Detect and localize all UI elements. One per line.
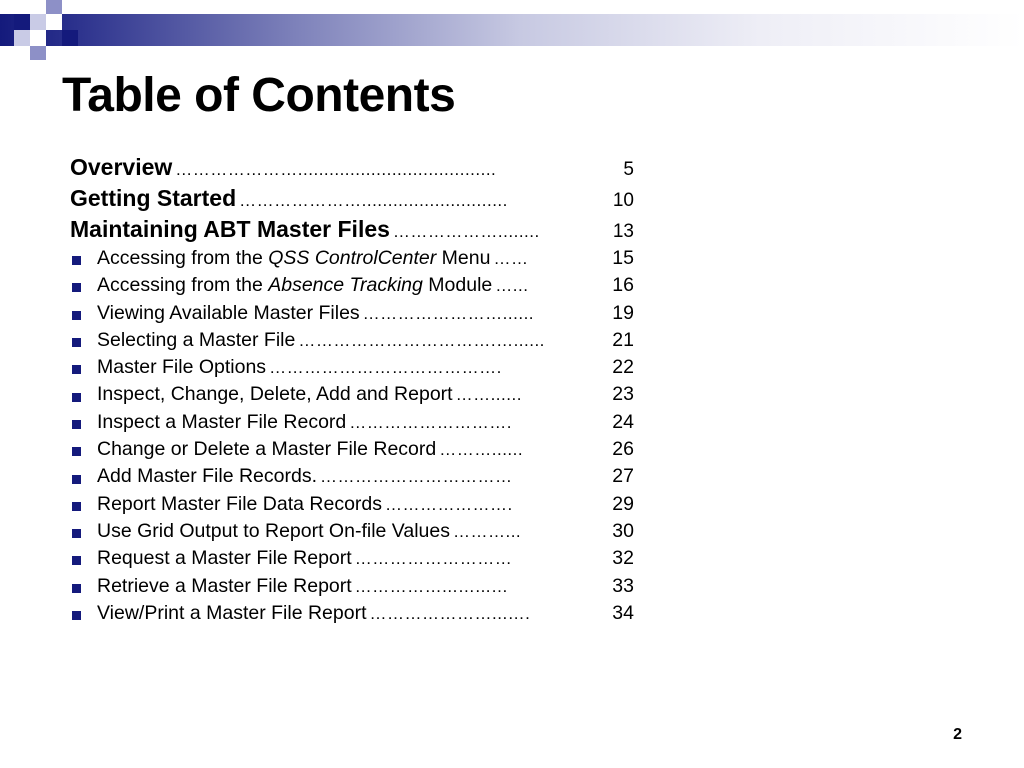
toc-entry-label: Report Master File Data Records (97, 492, 383, 515)
toc-page-number: 10 (612, 190, 634, 211)
page-title: Table of Contents (62, 69, 456, 122)
dot-leader: ………... (452, 521, 522, 541)
square-bullet-icon (72, 556, 81, 565)
dot-leader: …... (495, 276, 529, 296)
square-bullet-icon (72, 338, 81, 347)
toc-entry-label: Inspect, Change, Delete, Add and Report (97, 383, 453, 406)
square-bullet-icon (72, 447, 81, 456)
toc-entry-label: Retrieve a Master File Report (97, 574, 352, 597)
square-bullet-icon (72, 584, 81, 593)
dot-leader: ……………………...... (362, 303, 535, 323)
toc-item (70, 274, 634, 301)
dot-leader: ……...... (455, 385, 522, 405)
dot-leader: …… (493, 249, 529, 268)
toc-page-number: 22 (612, 356, 634, 379)
square-bullet-icon (72, 365, 81, 374)
toc-item (70, 465, 634, 492)
toc-item (70, 383, 634, 410)
dot-leader: …………………………… (320, 467, 513, 487)
dot-leader: ………………………. (349, 412, 512, 432)
toc-page-number: 19 (612, 301, 634, 324)
dot-leader: …………………...................................... (175, 160, 497, 179)
toc-page-number: 23 (612, 383, 634, 406)
toc-page-number: 32 (612, 547, 634, 570)
toc-page-number: 27 (612, 465, 634, 488)
toc-page-number: 29 (612, 492, 634, 515)
toc-page-number: 5 (623, 159, 634, 180)
toc-page-number: 16 (612, 274, 634, 297)
toc-item (70, 329, 634, 356)
dot-leader: …………………………………. (269, 358, 502, 378)
toc-page-number: 26 (612, 438, 634, 461)
toc-entry-label: Getting Started (70, 185, 237, 211)
toc-entry-label: Maintaining ABT Master Files (70, 216, 390, 242)
toc-item (70, 493, 634, 520)
toc-page-number: 13 (612, 221, 634, 242)
toc-entry-label: Use Grid Output to Report On-file Values (97, 519, 450, 542)
toc-page-number: 30 (612, 519, 634, 542)
table-of-contents (70, 154, 634, 629)
toc-item (70, 247, 634, 274)
square-bullet-icon (72, 420, 81, 429)
square-bullet-icon (72, 611, 81, 620)
toc-page-number: 24 (612, 410, 634, 433)
toc-entry-label: Accessing from the Absence Tracking Module (97, 274, 493, 297)
toc-item (70, 356, 634, 383)
toc-item (70, 520, 634, 547)
square-bullet-icon (72, 256, 81, 265)
dot-leader: …………………. (385, 494, 513, 514)
toc-page-number: 15 (612, 247, 634, 269)
toc-item (70, 547, 634, 574)
toc-entry-label: Viewing Available Master Files (97, 301, 360, 324)
toc-item (70, 438, 634, 465)
toc-item (70, 575, 634, 602)
toc-entry-label: Inspect a Master File Record (97, 410, 347, 433)
dot-leader: ………………........ (392, 222, 540, 241)
toc-item (70, 602, 634, 629)
square-bullet-icon (72, 502, 81, 511)
toc-entry-label: Request a Master File Report (97, 547, 352, 570)
dot-leader: ……………………… (354, 549, 513, 569)
toc-entry-label: Master File Options (97, 356, 267, 379)
toc-entry-label: View/Print a Master File Report (97, 601, 367, 624)
toc-entry-label: Add Master File Records. (97, 465, 317, 488)
dot-leader: …………………………….…...... (298, 330, 545, 350)
square-bullet-icon (72, 283, 81, 292)
header-gradient-band (0, 14, 1024, 46)
toc-section (70, 154, 634, 185)
slide-number: 2 (953, 726, 962, 743)
toc-entry-label: Selecting a Master File (97, 328, 296, 351)
toc-page-number: 33 (612, 574, 634, 597)
toc-entry-label: Overview (70, 154, 173, 180)
square-bullet-icon (72, 393, 81, 402)
toc-entry-label: Change or Delete a Master File Record (97, 438, 437, 461)
square-bullet-icon (72, 475, 81, 484)
dot-leader: ……………...…...… (354, 576, 509, 596)
toc-item (70, 302, 634, 329)
square-bullet-icon (72, 529, 81, 538)
toc-section (70, 185, 634, 216)
toc-entry-label: Accessing from the QSS ControlCenter Menu (97, 247, 491, 269)
dot-leader: …………………...…. (369, 603, 531, 623)
dot-leader: …………………............................ (239, 191, 508, 210)
dot-leader: ………...... (439, 440, 524, 460)
toc-page-number: 21 (612, 328, 634, 351)
toc-section (70, 216, 634, 247)
toc-page-number: 34 (612, 601, 634, 624)
square-bullet-icon (72, 311, 81, 320)
toc-item (70, 411, 634, 438)
